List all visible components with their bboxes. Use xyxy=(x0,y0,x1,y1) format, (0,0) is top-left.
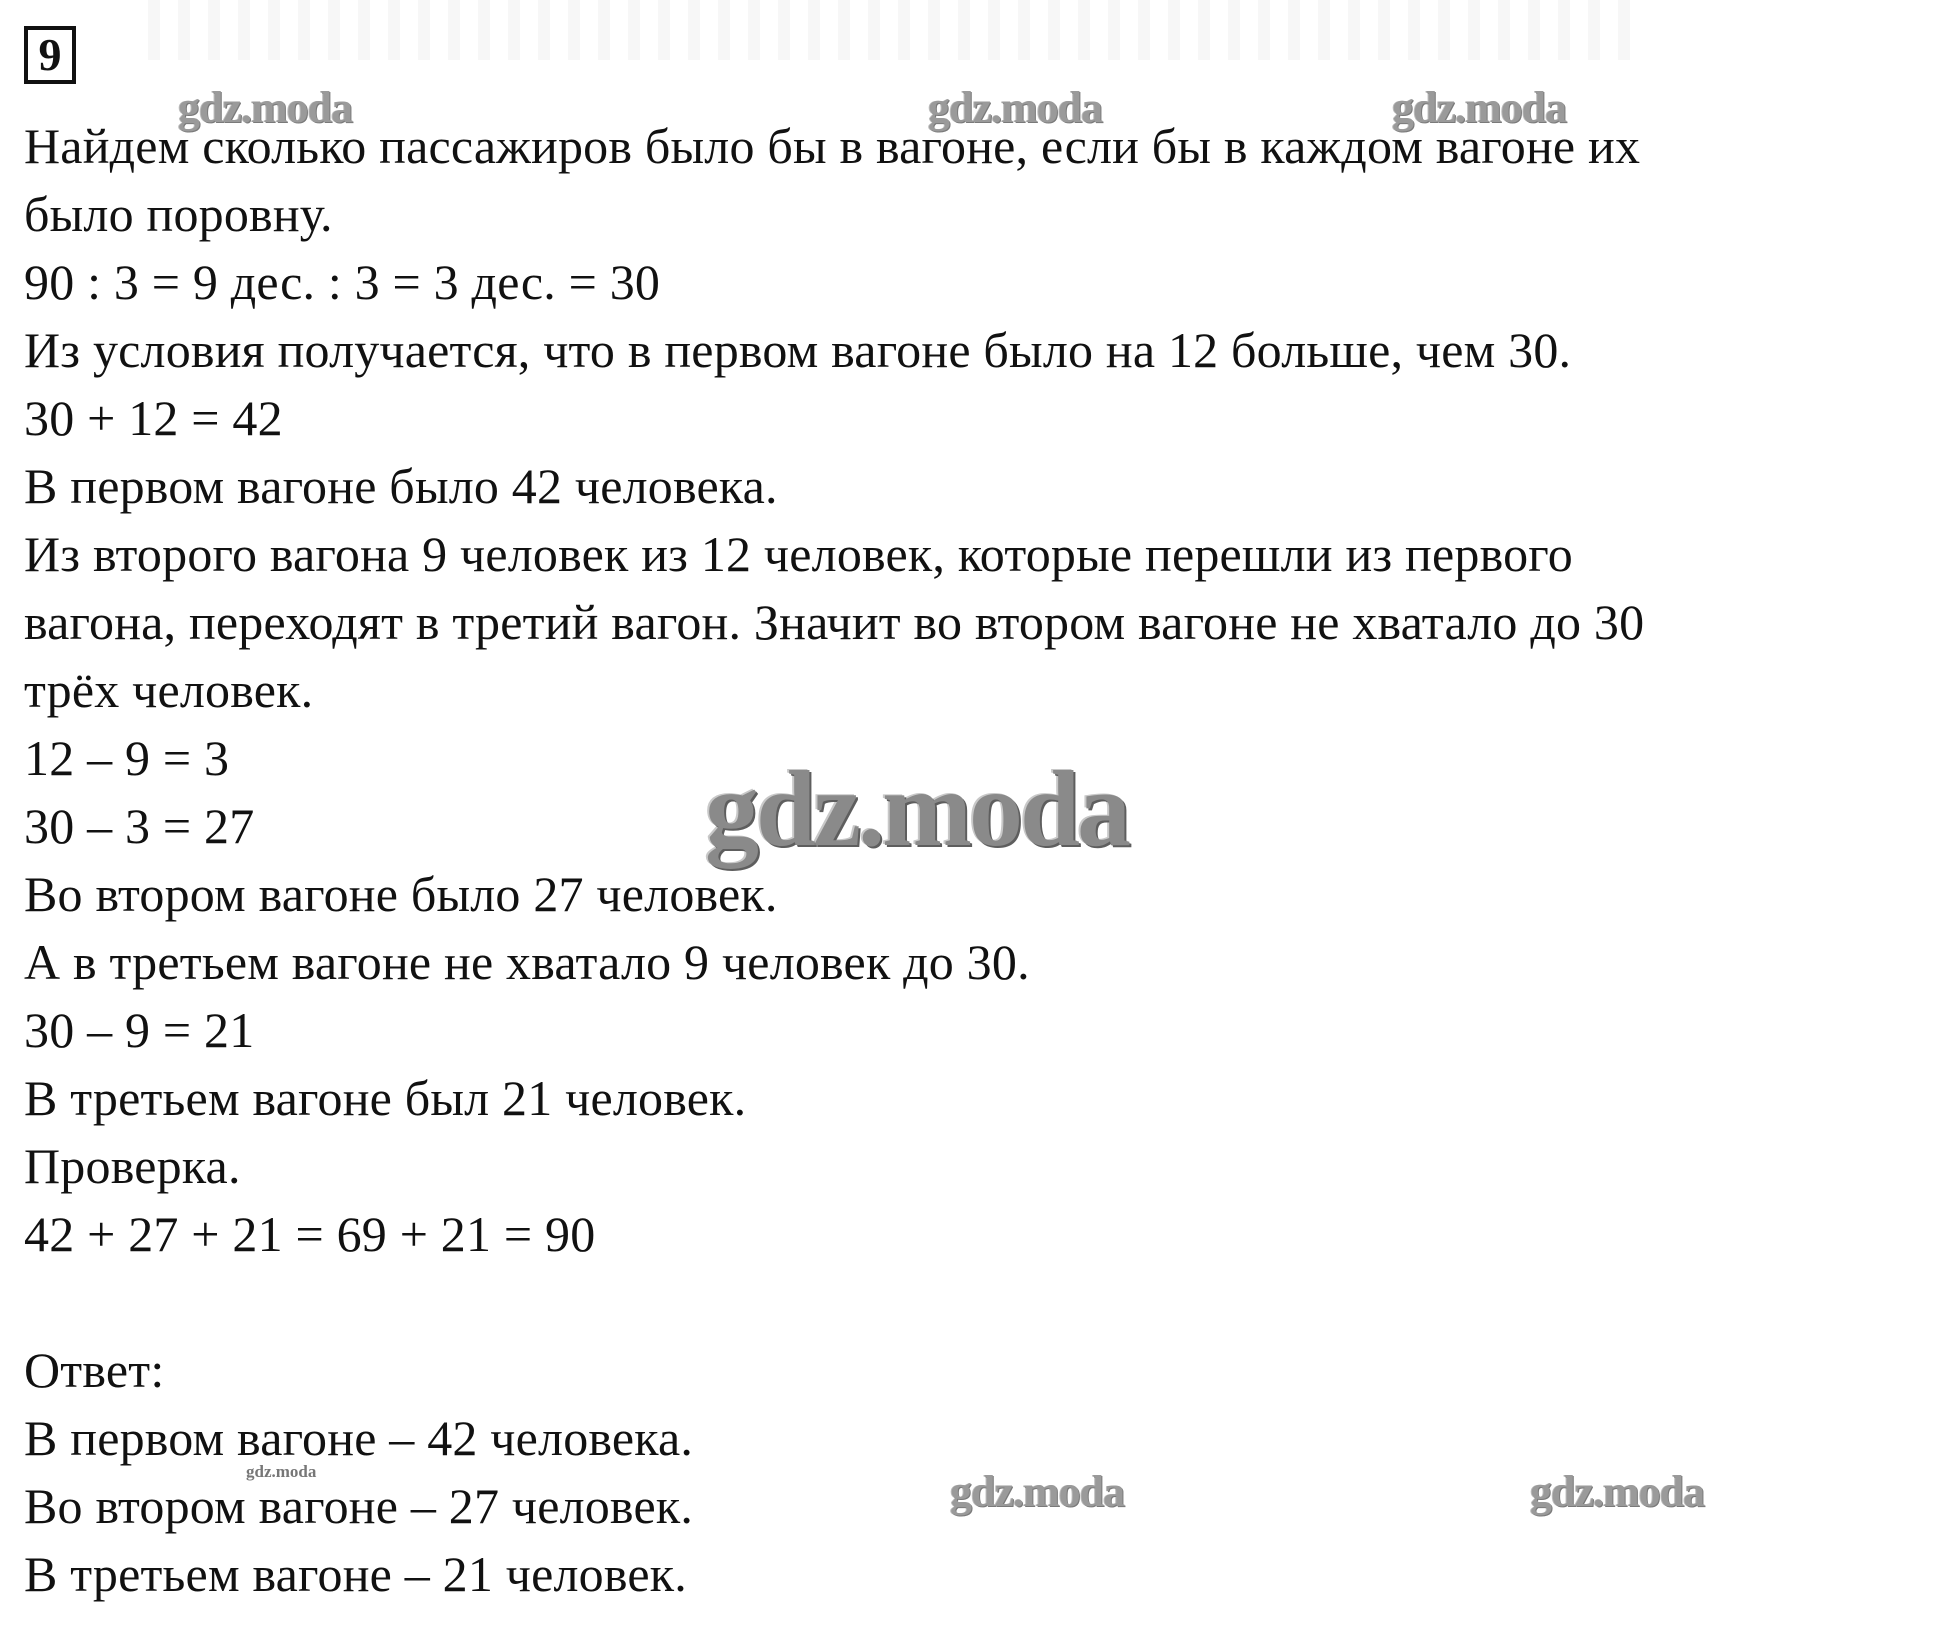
equation-line: 90 : 3 = 9 дес. : 3 = 3 дес. = 30 xyxy=(24,254,661,310)
answer-line: Во втором вагоне – 27 человек. xyxy=(24,1478,694,1534)
task-number-box: 9 xyxy=(24,26,76,84)
equation-line: 30 – 3 = 27 xyxy=(24,798,255,854)
watermark-tiny: gdz.moda xyxy=(246,1462,317,1481)
answer-heading: Ответ: xyxy=(24,1342,165,1398)
answer-line: В первом вагоне – 42 человека. xyxy=(24,1410,694,1466)
solution-line: Из второго вагона 9 человек из 12 человек, которые перешли из первого xyxy=(24,526,1573,582)
answer-line: В третьем вагоне – 21 человек. xyxy=(24,1546,687,1602)
solution-line: вагона, переходят в третий вагон. Значит во втором вагоне не хватало до 30 xyxy=(24,594,1645,650)
solution-line: В третьем вагоне был 21 человек. xyxy=(24,1070,747,1126)
solution-line: В первом вагоне было 42 человека. xyxy=(24,458,778,514)
solution-line: Из условия получается, что в первом вагоне было на 12 больше, чем 30. xyxy=(24,322,1572,378)
equation-line: 30 – 9 = 21 xyxy=(24,1002,255,1058)
solution-line: А в третьем вагоне не хватало 9 человек до 30. xyxy=(24,934,1030,990)
watermark-large: gdz.moda xyxy=(705,750,1129,869)
solution-line: трёх человек. xyxy=(24,662,314,718)
watermark: gdz.moda xyxy=(950,1467,1125,1516)
solution-line: Найдем сколько пассажиров было бы в вагоне, если бы в каждом вагоне их xyxy=(24,118,1641,174)
solution-line: Во втором вагоне было 27 человек. xyxy=(24,866,778,922)
watermark: gdz.moda xyxy=(1530,1467,1705,1516)
watermark: gdz.moda xyxy=(1392,83,1567,132)
solution-line: Проверка. xyxy=(24,1138,241,1194)
watermark: gdz.moda xyxy=(928,83,1103,132)
equation-line: 30 + 12 = 42 xyxy=(24,390,283,446)
watermark: gdz.moda xyxy=(178,83,353,132)
equation-line: 42 + 27 + 21 = 69 + 21 = 90 xyxy=(24,1206,596,1262)
faint-scan-artifact xyxy=(130,0,1630,60)
solution-line: было поровну. xyxy=(24,186,333,242)
equation-line: 12 – 9 = 3 xyxy=(24,730,230,786)
